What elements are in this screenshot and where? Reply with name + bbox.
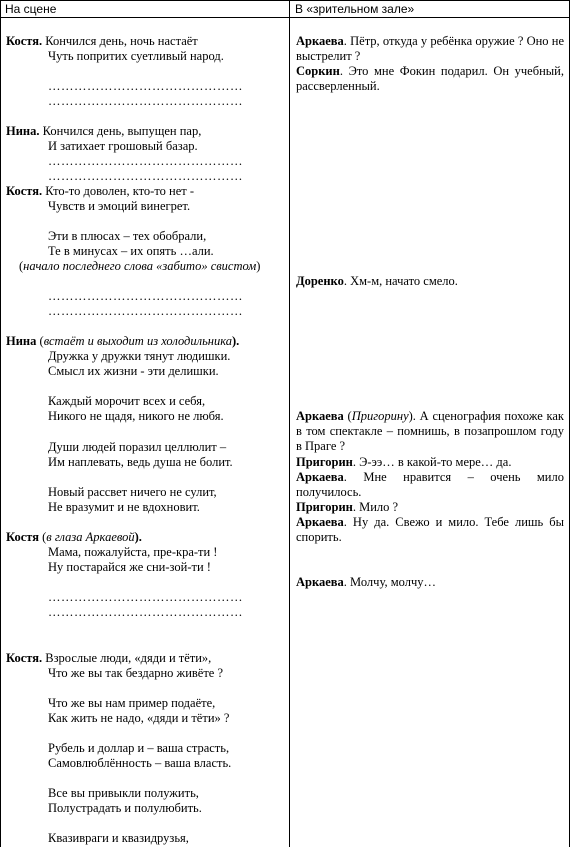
stage-line: И затихает грошовый базар. xyxy=(48,139,198,153)
stage-direction: (начало последнего слова «забито» свистом) xyxy=(19,259,261,273)
table-border-left xyxy=(0,0,1,847)
stage-line: Эти в плюсах – тех обобрали, xyxy=(48,229,207,243)
stage-ellipsis: ……………………………………… xyxy=(48,304,243,318)
stage-line: Нина. Кончился день, выпущен пар, xyxy=(6,124,202,138)
audience-line: Аркаева. Ну да. Свежо и мило. Тебе лишь бы спорить. xyxy=(296,515,564,544)
audience-line: Доренко. Хм-м, начато смело. xyxy=(296,274,458,288)
audience-line: Аркаева. Пётр, откуда у ребёнка оружие ? Оно не выстрелит ? xyxy=(296,34,564,63)
stage-line: Те в минусах – их опять …али. xyxy=(48,244,214,258)
stage-line: Что же вы так бездарно живёте ? xyxy=(48,666,224,680)
stage-line: Костя. Кто-то доволен, кто-то нет - xyxy=(6,184,194,198)
stage-line: Каждый морочит всех и себя, xyxy=(48,394,206,408)
stage-line: Новый рассвет ничего не сулит, xyxy=(48,485,217,499)
stage-line: Нина (встаёт и выходит из холодильника). xyxy=(6,334,240,348)
audience-line: Аркаева. Молчу, молчу… xyxy=(296,575,436,589)
stage-ellipsis: ……………………………………… xyxy=(48,154,243,168)
stage-line: Рубель и доллар и – ваша страсть, xyxy=(48,741,230,755)
stage-line: Все вы привыкли полужить, xyxy=(48,786,199,800)
table-border-right xyxy=(569,0,570,847)
stage-line: Никого не щадя, никого не любя. xyxy=(48,409,224,423)
stage-line: Костя. Взрослые люди, «дяди и тёти», xyxy=(6,651,212,665)
stage-line: Чуть попритих суетливый народ. xyxy=(48,49,224,63)
audience-line: Пригорин. Мило ? xyxy=(296,500,399,514)
stage-line: Смысл их жизни - эти делишки. xyxy=(48,364,219,378)
audience-line: Соркин. Это мне Фокин подарил. Он учебный, рассверленный. xyxy=(296,64,564,93)
audience-line: Пригорин. Э-ээ… в какой-то мере… да. xyxy=(296,455,512,469)
audience-line: Аркаева. Мне нравится – очень мило получилось. xyxy=(296,470,564,499)
stage-line: Ну постарайся же сни-зой-ти ! xyxy=(48,560,211,574)
stage-line: Что же вы нам пример подаёте, xyxy=(48,696,216,710)
stage-line: Костя (в глаза Аркаевой). xyxy=(6,530,142,544)
stage-ellipsis: ……………………………………… xyxy=(48,605,243,619)
stage-ellipsis: ……………………………………… xyxy=(48,79,243,93)
table-border-top xyxy=(0,0,570,1)
header-col-left: На сцене xyxy=(5,2,57,16)
column-divider xyxy=(289,0,290,847)
stage-line: Самовлюблённость – ваша власть. xyxy=(48,756,232,770)
stage-line: Мама, пожалуйста, пре-кра-ти ! xyxy=(48,545,218,559)
stage-line: Не вразумит и не вдохновит. xyxy=(48,500,200,514)
stage-line: Костя. Кончился день, ночь настаёт xyxy=(6,34,198,48)
stage-line: Как жить не надо, «дяди и тёти» ? xyxy=(48,711,230,725)
stage-ellipsis: ……………………………………… xyxy=(48,94,243,108)
stage-line: Полустрадать и полулюбить. xyxy=(48,801,202,815)
stage-line: Чувств и эмоций винегрет. xyxy=(48,199,191,213)
stage-line: Квазивраги и квазидрузья, xyxy=(48,831,189,845)
stage-ellipsis: ……………………………………… xyxy=(48,590,243,604)
stage-ellipsis: ……………………………………… xyxy=(48,169,243,183)
stage-line: Дружка у дружки тянут людишки. xyxy=(48,349,231,363)
header-divider xyxy=(0,17,570,18)
stage-line: Им наплевать, ведь душа не болит. xyxy=(48,455,233,469)
header-col-right: В «зрительном зале» xyxy=(295,2,415,16)
stage-line: Души людей поразил целлюлит – xyxy=(48,440,227,454)
stage-ellipsis: ……………………………………… xyxy=(48,289,243,303)
audience-line: Аркаева (Пригорину). А сценография похоже как в том спектакле – помнишь, в позапрошлом году в Праге ? xyxy=(296,409,564,453)
